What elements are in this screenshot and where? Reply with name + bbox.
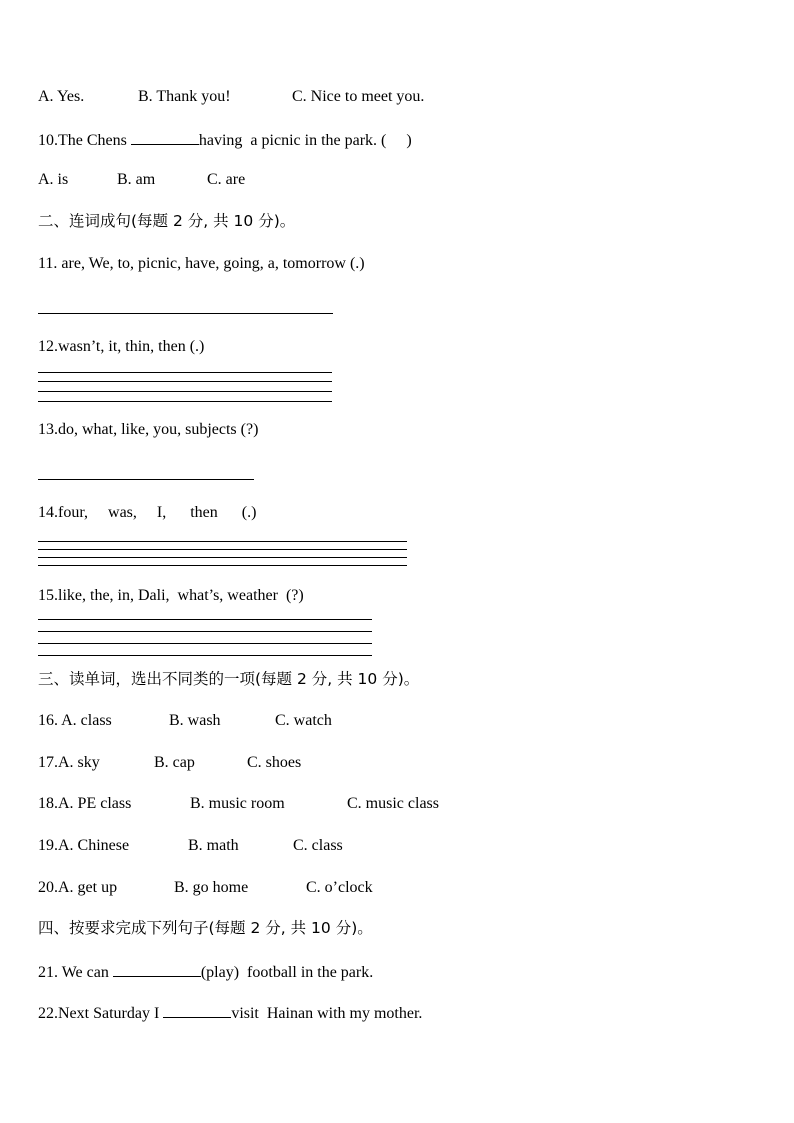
q18-option-c: C. music class [347,795,439,812]
q21-question [38,961,373,983]
q18-option-a: 18.A. PE class [38,795,132,812]
q21-blank[interactable] [113,961,201,977]
q11-prompt: 11. are, We, to, picnic, have, going, a, tomorrow (.) [38,255,365,272]
q15-prompt: 15.like, the, in, Dali, what’s, weather (?) [38,587,304,604]
q20-option-c: C. o’clock [306,879,373,896]
q12-prompt: 12.wasn’t, it, thin, then (.) [38,338,205,355]
q13-answer-line[interactable] [38,479,254,480]
q22-text-pre: 22.Next Saturday I [38,1005,164,1022]
q10-text-pre: 10.The Chens [38,132,131,149]
q17-option-c: C. shoes [247,754,302,771]
q14-answer-line-4[interactable] [38,565,407,566]
q20-option-a: 20.A. get up [38,879,118,896]
q10-question [38,129,412,151]
q16-option-a: 16. A. class [38,712,112,729]
q20-option-b: B. go home [174,879,249,896]
q9-option-a: A. Yes. [38,88,85,105]
q11-answer-line[interactable] [38,313,333,314]
q12-answer-line-1[interactable] [38,372,332,373]
q16-option-b: B. wash [169,712,221,729]
q14-answer-line-2[interactable] [38,549,407,550]
section-4-title: 四、按要求完成下列句子(每题 2 分, 共 10 分)。 [38,919,373,937]
q15-answer-line-2[interactable] [38,631,372,632]
q17-option-b: B. cap [154,754,195,771]
q21-text-pre: 21. We can [38,964,113,981]
q12-answer-line-2[interactable] [38,381,332,382]
q18-option-b: B. music room [190,795,285,812]
q14-prompt: 14.four, was, I, then (.) [38,504,257,521]
q19-option-a: 19.A. Chinese [38,837,130,854]
q10-option-c: C. are [207,171,246,188]
q10-option-b: B. am [117,171,156,188]
q21-text-post: (play) football in the park. [200,964,374,981]
q10-blank[interactable] [131,129,199,145]
q14-answer-line-3[interactable] [38,557,407,558]
q9-option-b: B. Thank you! [138,88,231,105]
q12-answer-line-4[interactable] [38,401,332,402]
section-2-title: 二、连词成句(每题 2 分, 共 10 分)。 [38,212,296,230]
q10-option-a: A. is [38,171,69,188]
q14-answer-line-1[interactable] [38,541,407,542]
q15-answer-line-4[interactable] [38,655,372,656]
q22-text-post: visit Hainan with my mother. [231,1005,423,1022]
q22-question [38,1002,422,1024]
q19-option-b: B. math [188,837,239,854]
q15-answer-line-3[interactable] [38,643,372,644]
q10-text-post: having a picnic in the park. ( ) [198,132,412,149]
q9-option-c: C. Nice to meet you. [292,88,425,105]
q12-answer-line-3[interactable] [38,391,332,392]
q19-option-c: C. class [293,837,343,854]
q22-blank[interactable] [163,1002,231,1018]
q13-prompt: 13.do, what, like, you, subjects (?) [38,421,259,438]
q15-answer-line-1[interactable] [38,619,372,620]
q17-option-a: 17.A. sky [38,754,100,771]
section-3-title: 三、读单词，选出不同类的一项(每题 2 分, 共 10 分)。 [38,670,420,688]
q16-option-c: C. watch [275,712,332,729]
